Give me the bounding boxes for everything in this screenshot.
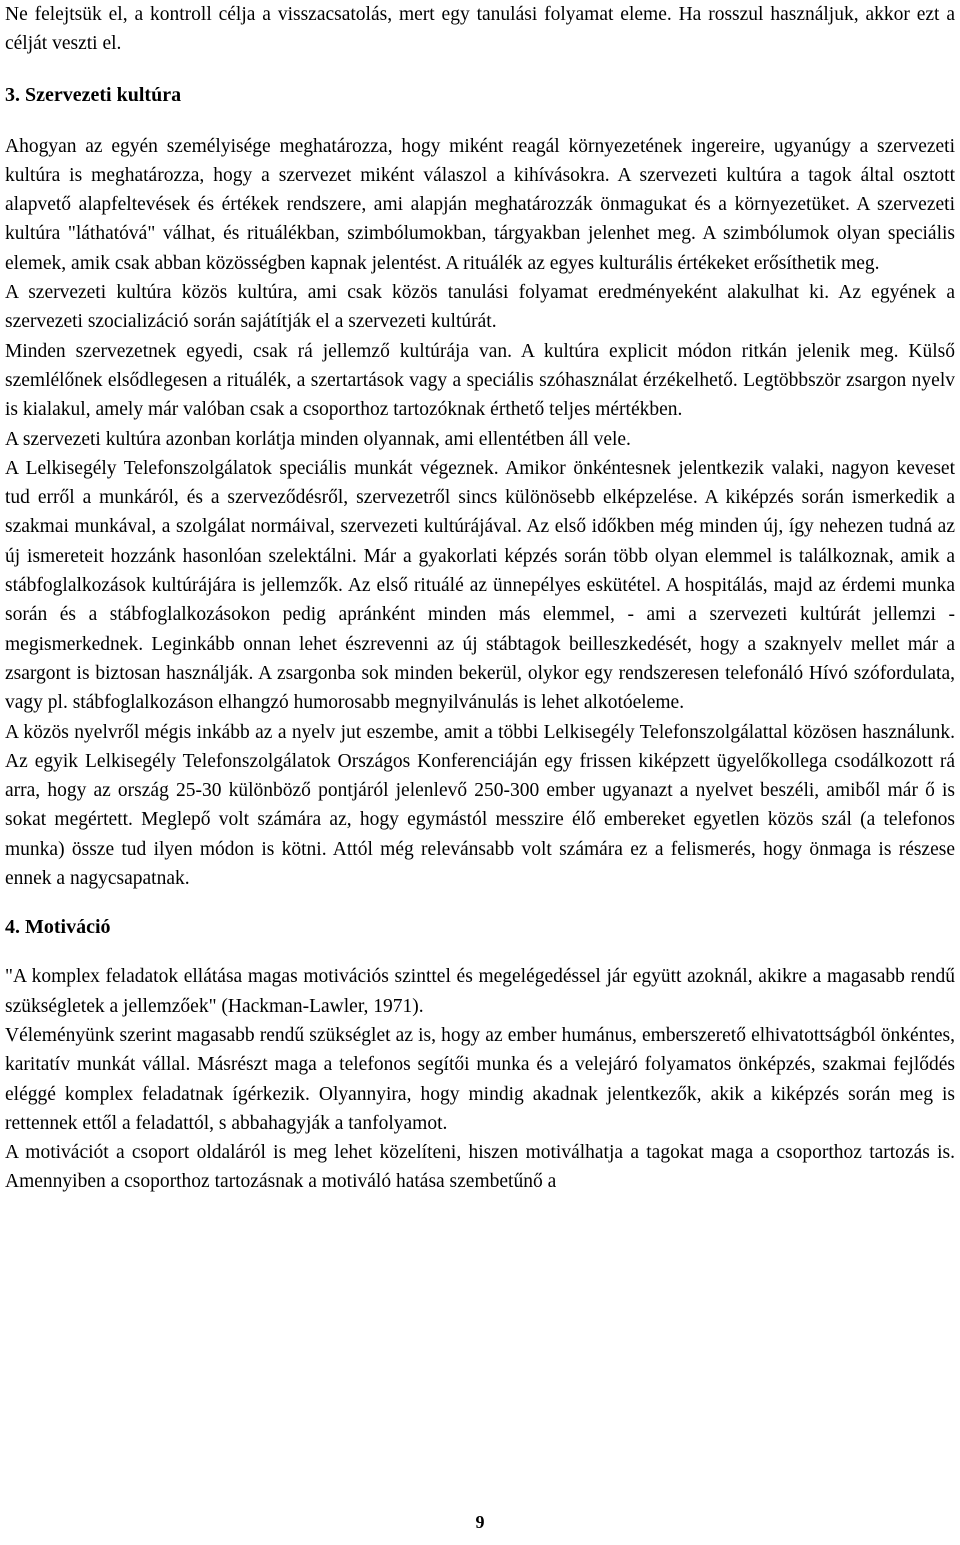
section-4-paragraph-2: Véleményünk szerint magasabb rendű szükséglet az is, hogy az ember humánus, emberszerető elhivatottságból önkéntes, karitatív munkát vállal. Másrészt maga a telefonos segítői munka és a velejáró folyamatos önképzés, szakmai fejlődés eléggé komplex feladatnak ígérkezik. Olyannyira, hogy mindig akadnak jelentkezők, akik a kiképzés során meg is rettennek ettől a feladattól, s abbahagyják a tanfolyamot. (5, 1024, 955, 1134)
section-4-heading: 4. Motiváció (5, 916, 111, 939)
section-3-paragraph-4: A szervezeti kultúra azonban korlátja minden olyannak, ami ellentétben áll vele. (5, 428, 631, 450)
section-3-paragraph-3: Minden szervezetnek egyedi, csak rá jellemző kultúrája van. A kultúra explicit módon ritkán jelenik meg. Külső szemlélőnek elsődlegesen a rituálék, a szertartások vagy a speciális szóhasználat érzékelhető. Legtöbbször zsargon nyelv is kialakul, amely már valóban csak a csoporthoz tartozóknak érthető teljes mértékben. (5, 340, 955, 421)
section-3-paragraph-1: Ahogyan az egyén személyisége meghatározza, hogy miként reagál környezetének ingereire, ugyanúgy a szervezeti kultúra is meghatározza, hogy a szervezet miként válaszol a kihívásokra. A szervezeti kultúra a tagok által osztott alapvető alapfeltevések és értékek rendszere, ami alapján meghatározzák önmagukat és a környezetüket. A szervezeti kultúra "láthatóvá" válhat, és rituálékban, szimbólumokban, tárgyakban jelenhet meg. A szimbólumok olyan speciális elemek, amik csak abban közösségben kapnak jelentést. A rituálék az egyes kulturális értékeket erősíthetik meg. (5, 135, 955, 274)
page-number: 9 (475, 1512, 485, 1532)
section-4-paragraph-1: "A komplex feladatok ellátása magas motivációs szinttel és megelégedéssel jár együtt azoknál, akikre a magasabb rendű szükségletek a jellemzőek" (Hackman-Lawler, 1971). (5, 966, 955, 1017)
intro-paragraph: Ne felejtsük el, a kontroll célja a visszacsatolás, mert egy tanulási folyamat eleme. Ha rosszul használjuk, akkor ezt a célját veszti el. (5, 4, 955, 55)
section-3-paragraph-5: A Lelkisegély Telefonszolgálatok speciális munkát végeznek. Amikor önkéntesnek jelentkezik valaki, nagyon keveset tud erről a munkáról, és a szerveződésről, szervezetről sincs különösebb elképzelése. A kiképzés során ismerkedik a szakmai munkával, a szolgálat normáival, szervezeti kultúrájával. Az első időkben még minden új, így nehezen tudná az új ismereteit hozzánk hasonlóan szelektálni. Már a gyakorlati képzés során több olyan elemmel is találkoznak, amik a stábfoglalkozások kultúrájára is jellemzők. Az első rituálé az ünnepélyes eskütétel. A hospitálás, majd az érdemi munka során és a stábfoglalkozásokon pedig apránként minden más elemmel, - ami a szervezeti kultúrát jellemzi - megismerkednek. Leginkább onnan lehet észrevenni az új stábtagok beilleszkedését, hogy a szaknyelv mellet már a zsargont is biztosan használják. A zsargonba sok minden bekerül, olykor egy rendszeresen telefonáló Hívó szófordulata, vagy pl. stábfoglalkozáson elhangzó humorosabb megnyilvánulás is lehet alkotóeleme. (5, 457, 955, 714)
section-3-paragraph-2: A szervezeti kultúra közös kultúra, ami csak közös tanulási folyamat eredményeként alakulhat ki. Az egyének a szervezeti szocializáció során sajátítják el a szervezeti kultúrát. (5, 282, 955, 333)
section-3-paragraph-6: A közös nyelvről mégis inkább az a nyelv jut eszembe, amit a többi Lelkisegély Telefonszolgálattal közösen használunk. Az egyik Lelkisegély Telefonszolgálatok Országos Konferenciáján egy frissen kiképzett ügyelőkollega csodálkozott rá arra, hogy az ország 25-30 különböző pontjáról jelenlevő 250-300 ember ugyanazt a nyelvet beszéli, amiből már ő is sokat megértett. Meglepő volt számára az, hogy egymástól messzire élő embereket egyetlen közös szál (a telefonos munka) össze tud ilyen módon is kötni. Attól még relevánsabb volt számára ez a felismerés, hogy önmaga is részese ennek a nagycsapatnak. (5, 721, 955, 890)
document-page (5, 0, 955, 1545)
section-4-paragraph-3: A motivációt a csoport oldaláról is meg lehet közelíteni, hiszen motiválhatja a tagokat maga a csoporthoz tartozás is. Amennyiben a csoporthoz tartozásnak a motiváló hatása szembetűnő a (5, 1142, 955, 1193)
section-3-heading: 3. Szervezeti kultúra (5, 83, 182, 106)
